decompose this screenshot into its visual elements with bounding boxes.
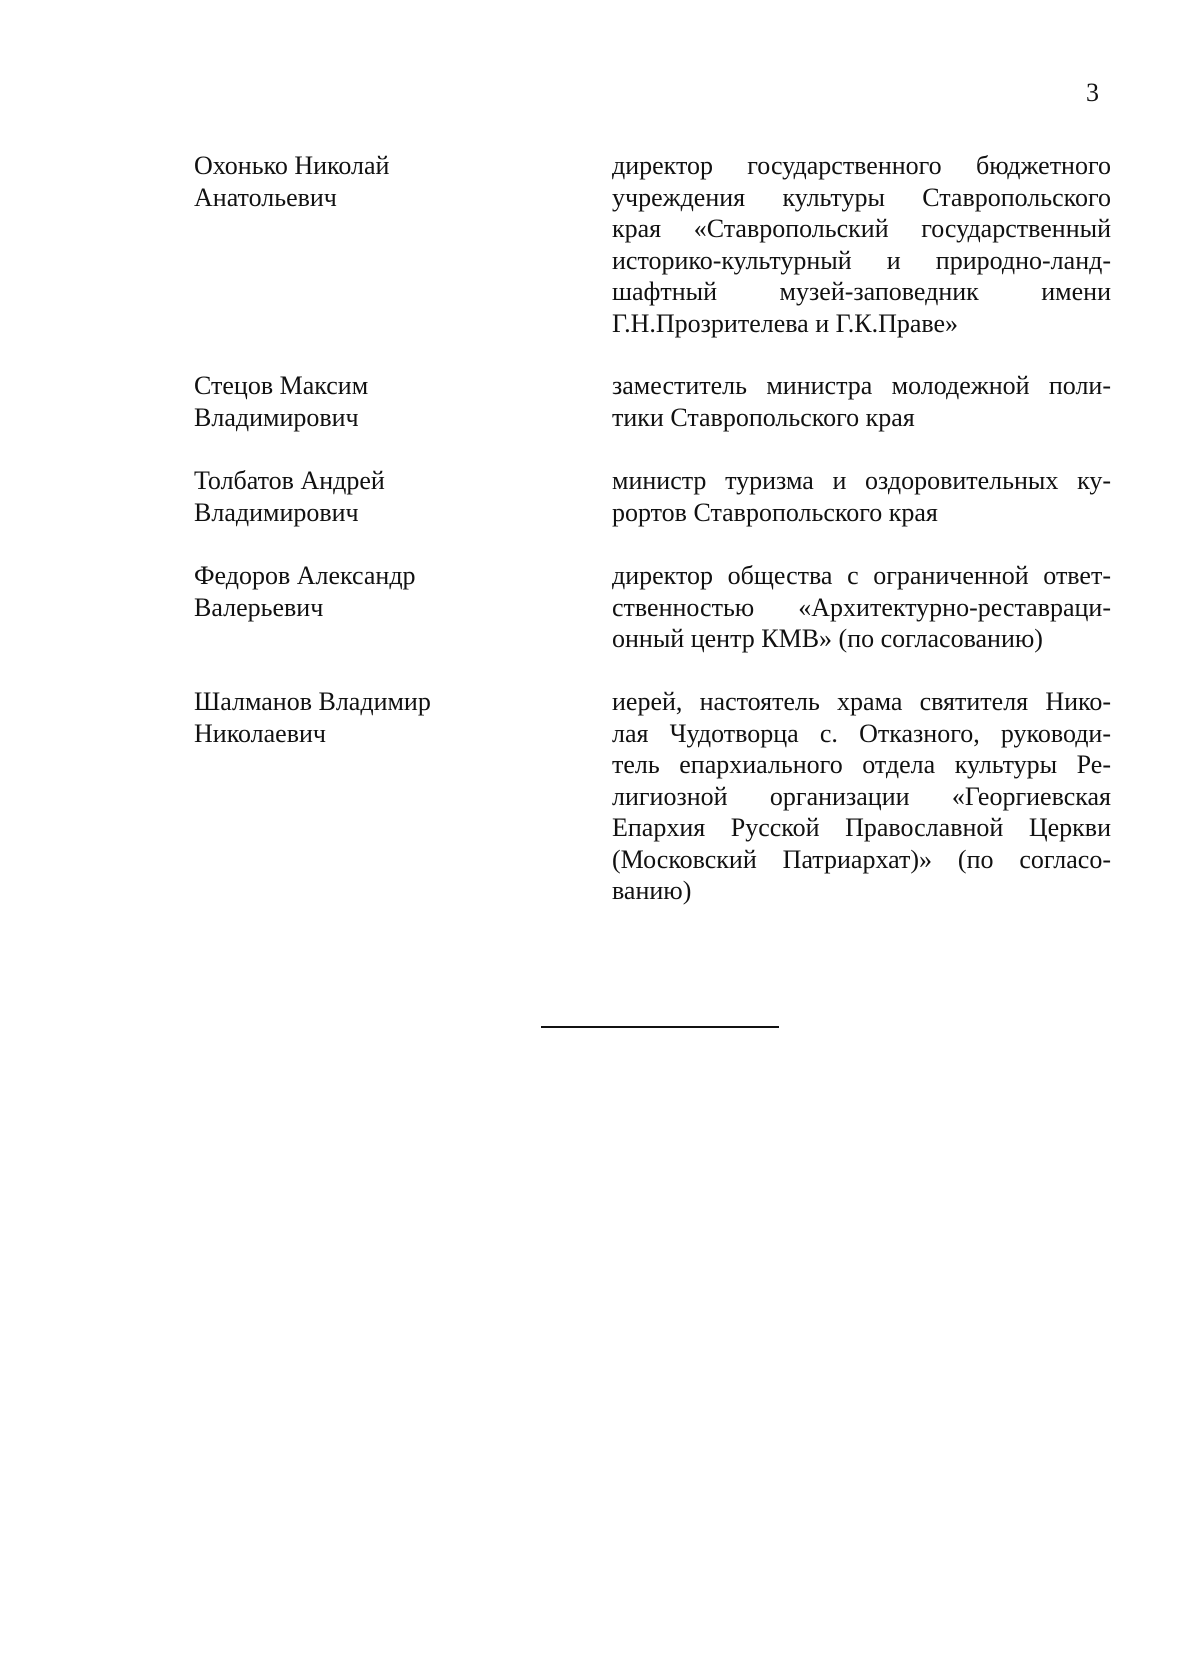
member-name bbox=[194, 686, 574, 749]
page-number: 3 bbox=[1086, 78, 1099, 107]
description-line: Г.Н.Прозрителева и Г.К.Праве» bbox=[612, 308, 959, 338]
description-line: директор государственного бюджетного bbox=[612, 151, 1111, 180]
description-line: иерей, настоятель храма святителя Нико- bbox=[612, 687, 1111, 716]
member-name bbox=[194, 560, 574, 623]
member-name-line: Валерьевич bbox=[194, 592, 324, 622]
member-description bbox=[612, 465, 1111, 528]
description-line: Епархия Русской Православной Церкви bbox=[612, 813, 1111, 842]
description-line: онный центр КМВ» (по согласованию) bbox=[612, 624, 1043, 653]
member-name bbox=[194, 150, 574, 213]
description-line: заместитель министра молодежной поли- bbox=[612, 371, 1111, 400]
member-name bbox=[194, 370, 574, 433]
end-separator-line bbox=[541, 1026, 779, 1028]
member-name-line: Стецов Максим bbox=[194, 371, 369, 400]
description-line: ванию) bbox=[612, 876, 692, 905]
member-description bbox=[612, 150, 1111, 339]
description-line: шафтный музей-заповедник имени bbox=[612, 277, 1111, 306]
member-name bbox=[194, 465, 574, 528]
member-name-line: Шалманов Владимир bbox=[194, 687, 431, 716]
member-description bbox=[612, 560, 1111, 655]
member-name-line: Николаевич bbox=[194, 718, 326, 748]
description-line: (Московский Патриархат)» (по согласо- bbox=[612, 844, 1111, 874]
member-description bbox=[612, 686, 1111, 907]
member-name-line: Анатольевич bbox=[194, 182, 337, 212]
description-line: лая Чудотворца с. Отказного, руководи- bbox=[612, 718, 1111, 748]
member-name-line: Охонько Николай bbox=[194, 151, 390, 180]
description-line: директор общества с ограниченной ответ- bbox=[612, 561, 1111, 590]
member-name-line: Толбатов Андрей bbox=[194, 466, 385, 495]
description-line: лигиозной организации «Георгиевская bbox=[612, 781, 1111, 811]
description-line: учреждения культуры Ставропольского bbox=[612, 182, 1111, 212]
description-line: министр туризма и оздоровительных ку- bbox=[612, 466, 1111, 495]
description-line: ственностью «Архитектурно-реставраци- bbox=[612, 592, 1111, 622]
description-line: историко-культурный и природно-ланд- bbox=[612, 245, 1111, 275]
member-name-line: Владимирович bbox=[194, 402, 359, 432]
description-line: рортов Ставропольского края bbox=[612, 497, 938, 527]
member-description bbox=[612, 370, 1111, 433]
description-line: края «Ставропольский государственный bbox=[612, 214, 1111, 243]
member-name-line: Владимирович bbox=[194, 497, 359, 527]
member-name-line: Федоров Александр bbox=[194, 561, 416, 590]
description-line: тель епархиального отдела культуры Ре- bbox=[612, 750, 1111, 779]
description-line: тики Ставропольского края bbox=[612, 402, 915, 432]
